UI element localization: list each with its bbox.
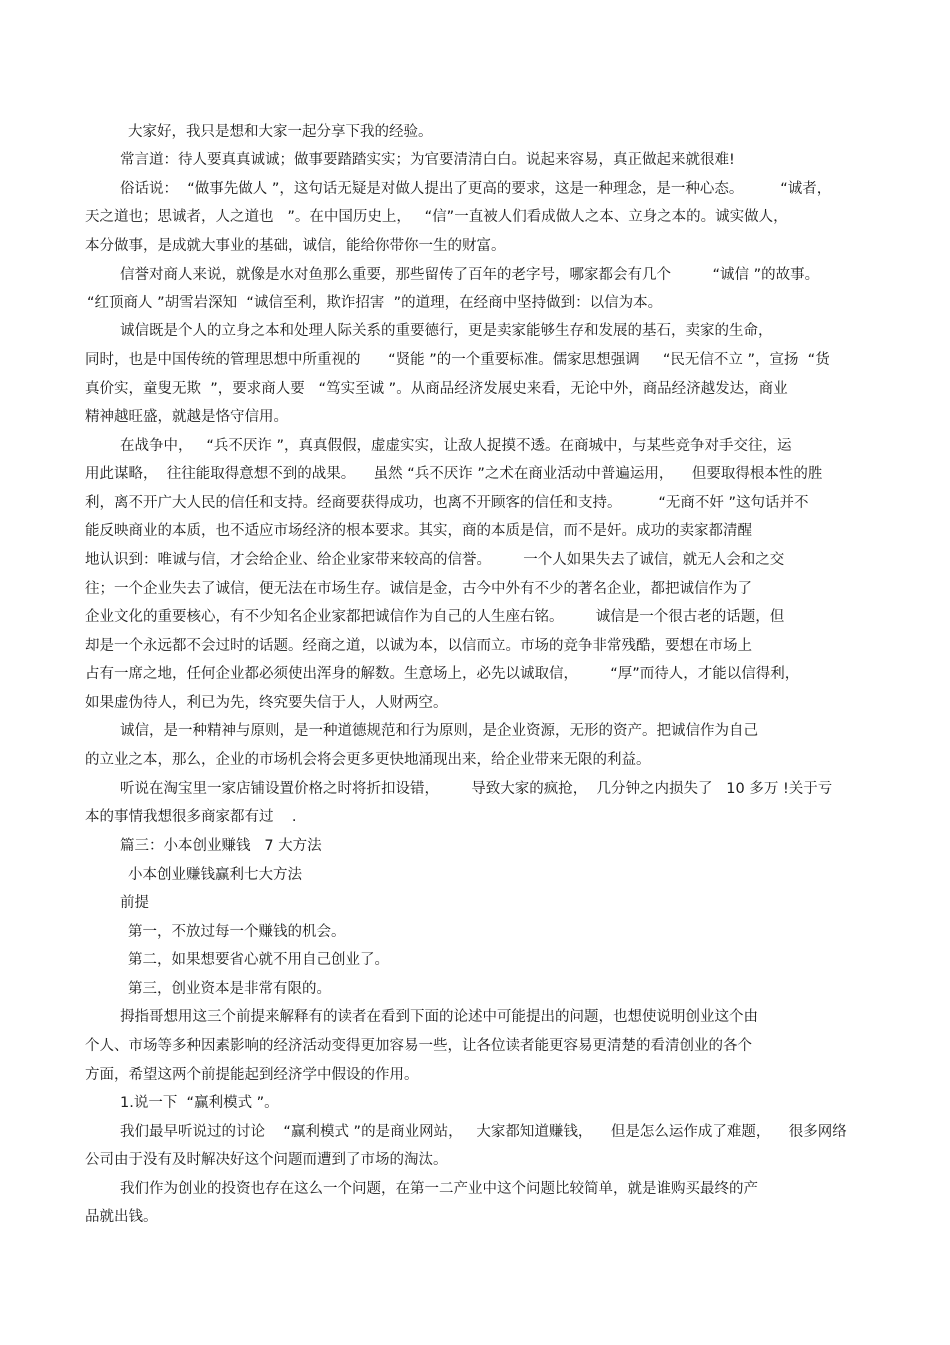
text-line: 地认识到：唯诚与信，才会给企业、给企业家带来较高的信誉。 一个人如果失去了诚信，就无人会和之交	[85, 552, 785, 568]
text-line: 真价实，童叟无欺 ”，要求商人要 “笃实至诚 ”。从商品经济发展史来看，无论中外，商品经济越发达，商业	[85, 381, 788, 397]
text-line: 品就出钱。	[85, 1209, 158, 1225]
text-line: 企业文化的重要核心，有不少知名企业家都把诚信作为自己的人生座右铭。 诚信是一个很古老的话题，但	[85, 609, 785, 625]
text-line: 的立业之本，那么，企业的市场机会将会更多更快地涌现出来，给企业带来无限的利益。	[85, 752, 651, 768]
text-line: 方面，希望这两个前提能起到经济学中假设的作用。	[85, 1067, 419, 1083]
text-line: 个人、市场等多种因素影响的经济活动变得更加容易一些，让各位读者能更容易更清楚的看清创业的各个	[85, 1038, 752, 1054]
text-line: 同时，也是中国传统的管理思想中所重视的 “贤能 ”的一个重要标准。儒家思想强调 “民无信不立 ”，宣扬 “货	[85, 352, 830, 368]
text-line: 本分做事，是成就大事业的基础，诚信，能给你带你一生的财富。	[85, 238, 506, 254]
text-line: 精神越旺盛，就越是恪守信用。	[85, 409, 288, 425]
text-line: 却是一个永远都不会过时的话题。经商之道，以诚为本，以信而立。市场的竞争非常残酷，要想在市场上	[85, 638, 752, 654]
text-line: 第二，如果想要省心就不用自己创业了。	[128, 952, 389, 968]
text-line: 第一，不放过每一个赚钱的机会。	[128, 924, 346, 940]
text-line: 小本创业赚钱赢利七大方法	[128, 867, 302, 883]
text-line: 用此谋略， 往往能取得意想不到的战果。 虽然 “兵不厌诈 ”之术在商业活动中普遍运用， 但要取得根本性的胜	[85, 466, 823, 482]
text-line: 俗话说： “做事先做人 ”，这句话无疑是对做人提出了更高的要求，这是一种理念，是一种心态。 “诚者，	[120, 181, 832, 197]
text-line: 听说在淘宝里一家店铺设置价格之时将折扣设错， 导致大家的疯抢， 几分钟之内损失了 10 多万 !关于亏	[120, 781, 833, 797]
text-line: 我们作为创业的投资也存在这么一个问题，在第一二产业中这个问题比较简单，就是谁购买最终的产	[120, 1181, 758, 1197]
text-line: 如果虚伪待人，利已为先，终究要失信于人，人财两空。	[85, 695, 448, 711]
text-line: 天之道也；思诚者，人之道也 ”。在中国历史上， “信”一直被人们看成做人之本、立身之本的。诚实做人，	[85, 209, 788, 225]
text-line: 前提	[120, 895, 149, 911]
text-line: 占有一席之地，任何企业都必须使出浑身的解数。生意场上，必先以诚取信， “厚”而待人，才能以信得利，	[85, 666, 800, 682]
text-line: 拇指哥想用这三个前提来解释有的读者在看到下面的论述中可能提出的问题，也想使说明创业这个由	[120, 1009, 758, 1025]
text-line: 在战争中， “兵不厌诈 ”，真真假假，虚虚实实，让敌人捉摸不透。在商城中，与某些竞争对手交往，运	[120, 438, 792, 454]
text-line: 信誉对商人来说，就像是水对鱼那么重要，那些留传了百年的老字号，哪家都会有几个 “诚信 ”的故事。	[120, 267, 820, 283]
text-line: 往；一个企业失去了诚信，便无法在市场生存。诚信是金，古今中外有不少的著名企业，都把诚信作为了	[85, 581, 752, 597]
text-line: 1.说一下 “赢利模式 ”。	[120, 1095, 279, 1111]
text-line: 诚信，是一种精神与原则，是一种道德规范和行为原则，是企业资源，无形的资产。把诚信作为自己	[120, 723, 758, 739]
text-line: 我们最早听说过的讨论 “赢利模式 ”的是商业网站， 大家都知道赚钱， 但是怎么运作成了难题， 很多网络	[120, 1124, 847, 1140]
text-line: 第三，创业资本是非常有限的。	[128, 981, 331, 997]
text-line: 本的事情我想很多商家都有过 .	[85, 809, 297, 825]
text-line: 诚信既是个人的立身之本和处理人际关系的重要德行，更是卖家能够生存和发展的基石，卖家的生命，	[120, 323, 773, 339]
text-line: 利，离不开广大人民的信任和支持。经商要获得成功，也离不开顾客的信任和支持。 “无商不奸 ”这句话并不	[85, 495, 809, 511]
text-line: 常言道：待人要真真诚诚；做事要踏踏实实；为官要清清白白。说起来容易，真正做起来就很难!	[120, 152, 735, 168]
text-line: 大家好，我只是想和大家一起分享下我的经验。	[128, 124, 433, 140]
text-line: 能反映商业的本质，也不适应市场经济的根本要求。其实，商的本质是信，而不是奸。成功的卖家都清醒	[85, 523, 752, 539]
text-line: 公司由于没有及时解决好这个问题而遭到了市场的淘汰。	[85, 1152, 448, 1168]
text-line: “红顶商人 ”胡雪岩深知 “诚信至利，欺诈招害 ”的道理，在经商中坚持做到：以信为本。	[87, 295, 663, 311]
text-line: 篇三：小本创业赚钱 7 大方法	[120, 838, 322, 854]
